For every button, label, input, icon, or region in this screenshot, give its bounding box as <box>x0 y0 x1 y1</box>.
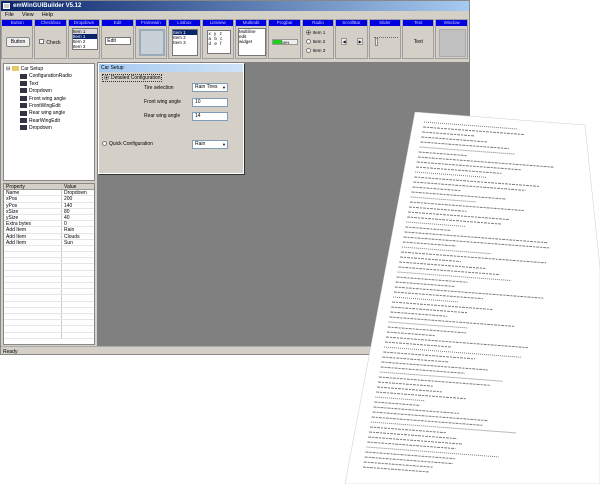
tree-item[interactable]: FrontWingEdit <box>6 103 92 110</box>
widget-header: Window <box>436 20 466 26</box>
table-row[interactable]: yPos 140 <box>4 203 94 209</box>
tree-item[interactable]: Dropdown <box>6 88 92 95</box>
status-bar: Ready <box>1 346 469 356</box>
tree-item[interactable]: ConfigurationRadio <box>6 73 92 80</box>
table-row[interactable]: Add Item Sun <box>4 240 94 246</box>
menu-view[interactable]: View <box>21 12 34 18</box>
sample-text: Text <box>413 39 423 45</box>
front-wing-edit[interactable]: 10 <box>192 98 228 107</box>
table-row[interactable]: xPos 200 <box>4 196 94 202</box>
rear-wing-edit[interactable]: 14 <box>192 112 228 121</box>
table-row[interactable]: Add Item Rain <box>4 227 94 233</box>
widget-header: Checkbox <box>35 20 65 26</box>
menu-file[interactable]: File <box>5 12 14 18</box>
widget-header: Multiedit <box>236 20 266 26</box>
table-row[interactable]: Extra bytes 0 <box>4 221 94 227</box>
quick-config-radio[interactable]: Quick Configuration <box>102 141 153 147</box>
widget-header: Radio <box>303 20 333 26</box>
rear-wing-label: Rear wing angle <box>144 113 181 119</box>
widget-header: Dropdown <box>69 20 99 26</box>
widget-header: Listbox <box>169 20 199 26</box>
widget-header: Progbar <box>269 20 299 26</box>
widget-header: Framewin <box>136 20 166 26</box>
listview-header: x y z <box>208 31 222 36</box>
sample-multiedit[interactable]: Multiline edit widget <box>238 28 266 56</box>
tree-root[interactable]: ⊟ Car Setup <box>6 66 44 72</box>
sample-checkbox[interactable]: Check <box>39 39 60 46</box>
table-header: Property Value <box>4 184 94 190</box>
widget-header: Button <box>2 20 32 26</box>
sample-listview[interactable]: x y z a b c d e f <box>207 30 231 54</box>
tree-item[interactable]: Dropdown <box>6 125 92 132</box>
front-wing-label: Front wing angle <box>144 99 181 105</box>
widget-header: Slider <box>370 20 400 26</box>
tree-item[interactable]: Rear wing angle <box>6 110 92 117</box>
widget-header: Text <box>403 20 433 26</box>
table-row[interactable]: Add Item Clouds <box>4 234 94 240</box>
tree-item[interactable]: Text <box>6 81 92 88</box>
widget-header: Edit <box>102 20 132 26</box>
menu-help[interactable]: Help <box>41 12 54 18</box>
table-row[interactable]: Name Dropdown <box>4 190 94 196</box>
sample-radio[interactable]: Item 1 Item 2 Item 3 <box>306 28 326 55</box>
sample-progbar: 38% <box>272 39 298 45</box>
sample-dropdown[interactable]: Item 1 Item 1 Item 2 Item 3 <box>72 28 98 50</box>
widget-header: Listview <box>203 20 233 26</box>
arrow-right-icon: ▶ <box>358 39 362 44</box>
sample-button[interactable]: Button <box>6 37 30 47</box>
window-title: emWinGUIBuilder V5.12 <box>13 3 82 9</box>
tree-item[interactable]: RearWingEdit <box>6 118 92 125</box>
quick-dropdown[interactable]: Rain ▼ <box>192 140 228 149</box>
sample-listbox[interactable]: Item 1 Item 2 Item 3 <box>172 29 198 56</box>
detailed-config-radio[interactable]: Detailed Configuration <box>102 74 162 82</box>
table-row[interactable]: xSize 80 <box>4 209 94 215</box>
widget-header: ScrollBar <box>336 20 366 26</box>
dialog-title: Car Setup <box>99 64 243 72</box>
tire-dropdown[interactable]: Rain Tires ▼ <box>192 83 228 92</box>
table-row[interactable]: ySize 40 <box>4 215 94 221</box>
tree-item[interactable]: Front wing angle <box>6 96 92 103</box>
sample-edit[interactable]: Edit <box>105 37 131 45</box>
tire-label: Tire selection <box>144 85 174 91</box>
arrow-left-icon: ◀ <box>342 39 346 44</box>
